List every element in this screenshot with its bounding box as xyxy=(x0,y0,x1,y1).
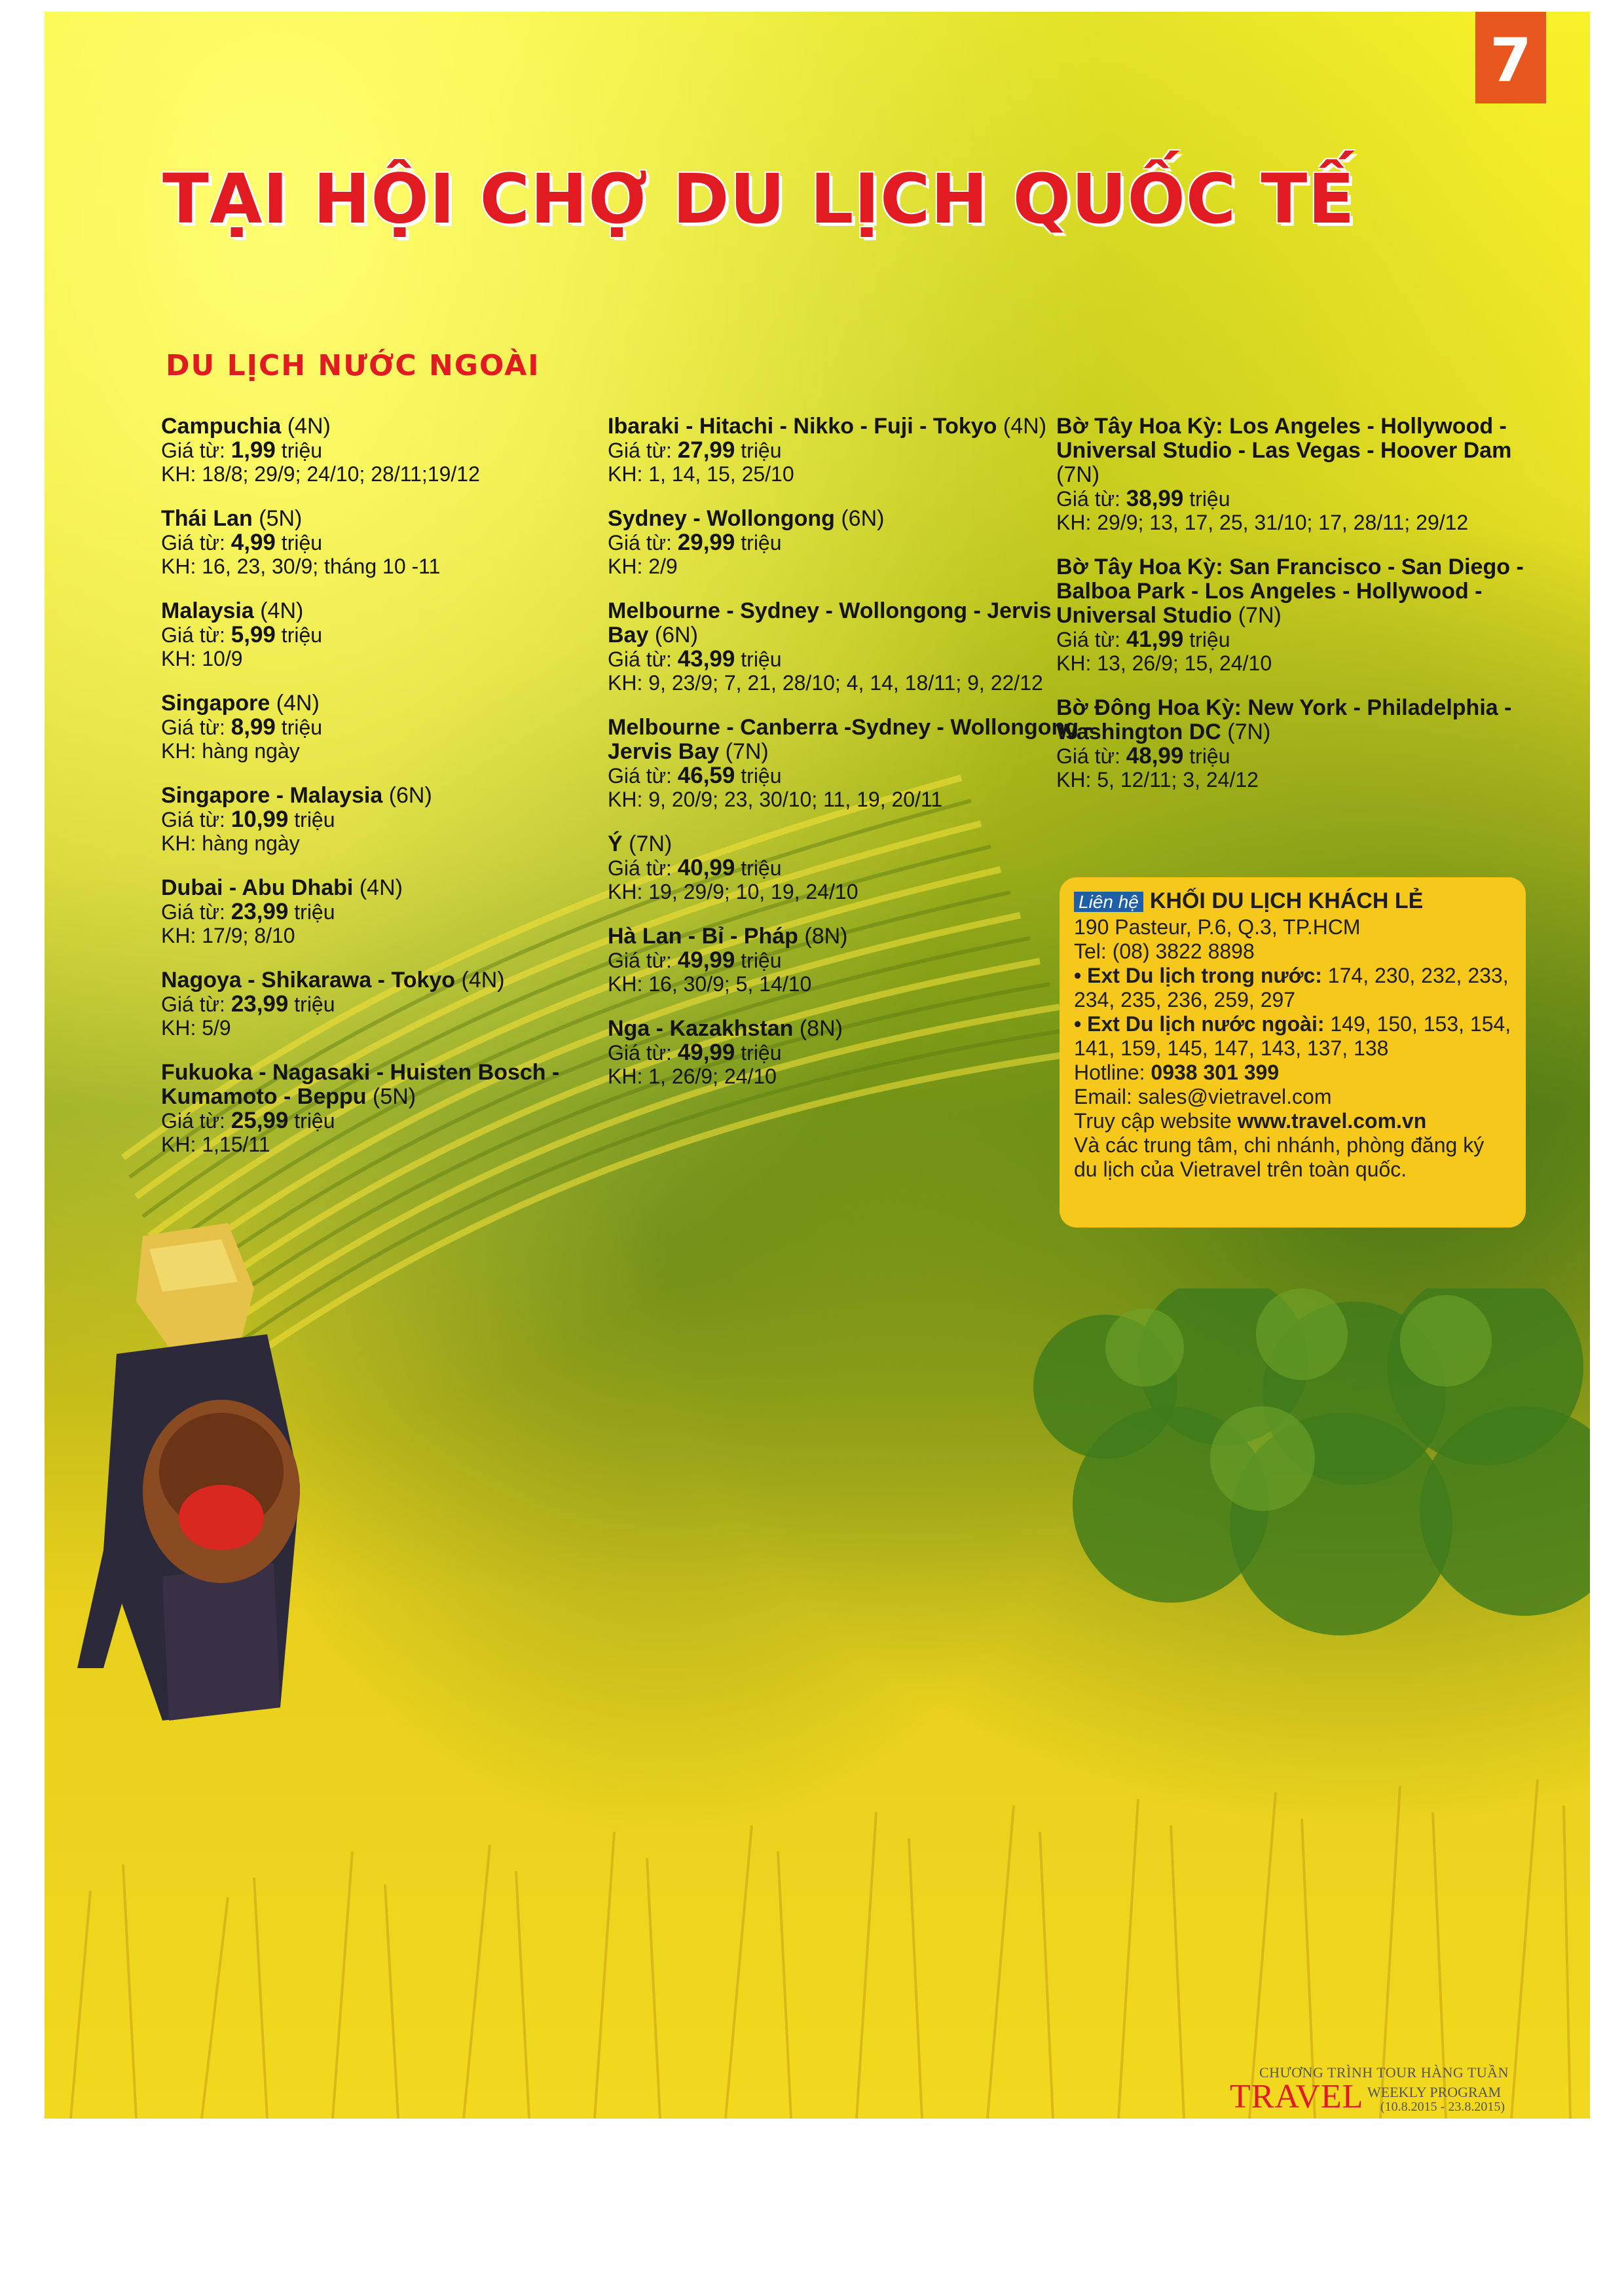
magazine-page xyxy=(45,12,1590,2119)
tour-entry xyxy=(161,599,619,670)
tour-price: 40,99 xyxy=(677,855,735,881)
tour-departures: KH: 9, 20/9; 23, 30/10; 11, 19, 20/11 xyxy=(608,788,943,811)
price-prefix: Giá từ: xyxy=(161,993,231,1016)
tour-price: 1,99 xyxy=(231,437,276,463)
tour-name xyxy=(608,507,1092,531)
ext-foreign-value: 149, 150, 153, 154, 141, 159, 145, 147, 143, 137, 138 xyxy=(1074,1012,1511,1060)
price-prefix: Giá từ: xyxy=(161,531,231,555)
page-title: TẠI HỘI CHỢ DU LỊCH QUỐC TẾ xyxy=(162,159,1356,239)
tour-duration: (8N) xyxy=(799,1016,843,1041)
tour-destination: Dubai - Abu Dhabi xyxy=(161,875,354,900)
tour-entry xyxy=(161,507,619,578)
tour-duration: (4N) xyxy=(461,968,505,993)
tour-destination: Singapore - Malaysia xyxy=(161,783,383,808)
tour-departures: KH: 9, 23/9; 7, 21, 28/10; 4, 14, 18/11; 9, 22/12 xyxy=(608,671,1043,695)
tour-departures: KH: 5, 12/11; 3, 24/12 xyxy=(1056,768,1259,792)
price-unit: triệu xyxy=(735,856,782,880)
tour-name xyxy=(161,691,619,716)
tour-price-line xyxy=(161,531,619,555)
ext-domestic-label: • Ext Du lịch trong nước: xyxy=(1074,964,1322,987)
price-prefix: Giá từ: xyxy=(1056,628,1126,651)
tour-column-1 xyxy=(161,414,619,1177)
section-heading: DU LỊCH NƯỚC NGOÀI xyxy=(166,349,540,382)
tour-price-line xyxy=(161,1109,619,1133)
tour-price-line xyxy=(1056,744,1541,768)
price-prefix: Giá từ: xyxy=(1056,487,1126,511)
tour-name xyxy=(608,716,1092,764)
tour-destination: Nga - Kazakhstan xyxy=(608,1016,794,1041)
tour-duration: (6N) xyxy=(654,623,698,647)
tour-price-line xyxy=(161,900,619,924)
tour-destination: Malaysia xyxy=(161,598,254,623)
tour-entry xyxy=(161,784,619,855)
tour-duration: (6N) xyxy=(388,783,432,808)
tour-destination: Fukuoka - Nagasaki - Huisten Bosch - Kumamoto - Beppu xyxy=(161,1060,560,1109)
tour-price-line xyxy=(608,1041,1092,1065)
tour-departures: KH: 16, 23, 30/9; tháng 10 -11 xyxy=(161,555,441,578)
contact-website xyxy=(1074,1109,1511,1133)
price-unit: triệu xyxy=(735,764,782,788)
tour-departures: KH: 1,15/11 xyxy=(161,1133,270,1156)
tour-entry xyxy=(608,1017,1092,1088)
tour-entry xyxy=(608,924,1092,996)
tour-price: 41,99 xyxy=(1126,627,1184,652)
contact-address: 190 Pasteur, P.6, Q.3, TP.HCM xyxy=(1074,915,1361,939)
price-unit: triệu xyxy=(275,623,323,647)
contact-hotline xyxy=(1074,1061,1511,1085)
tour-price-line xyxy=(161,623,619,647)
tour-destination: Ý xyxy=(608,831,623,856)
tour-duration: (7N) xyxy=(629,831,673,856)
price-unit: triệu xyxy=(1183,744,1230,768)
tour-price: 10,99 xyxy=(231,807,289,832)
tour-entry xyxy=(608,507,1092,578)
tour-entry xyxy=(161,1061,619,1156)
tour-duration: (6N) xyxy=(841,506,885,531)
ext-domestic-value: 174, 230, 232, 233, 234, 235, 236, 259, 297 xyxy=(1074,964,1509,1011)
tour-name xyxy=(161,507,619,531)
contact-note: Và các trung tâm, chi nhánh, phòng đăng ký du lịch của Vietravel trên toàn quốc. xyxy=(1074,1133,1485,1181)
tour-name xyxy=(608,599,1092,647)
footer-line3: (10.8.2015 - 23.8.2015) xyxy=(1380,2100,1505,2114)
contact-email: Email: sales@vietravel.com xyxy=(1074,1085,1332,1108)
contact-ext-domestic xyxy=(1074,964,1511,1012)
tour-duration: (8N) xyxy=(804,924,848,949)
tour-departures: KH: 18/8; 29/9; 24/10; 28/11;19/12 xyxy=(161,462,480,486)
price-prefix: Giá từ: xyxy=(608,1041,678,1065)
price-prefix: Giá từ: xyxy=(161,716,231,739)
tour-entry xyxy=(608,832,1092,903)
tour-price-line xyxy=(161,716,619,739)
tour-destination: Melbourne - Canberra -Sydney - Wollongong - Jervis Bay xyxy=(608,715,1092,764)
tour-price-line xyxy=(161,993,619,1016)
footer-line1: CHƯƠNG TRÌNH TOUR HÀNG TUẦN xyxy=(1259,2064,1509,2081)
tour-duration: (7N) xyxy=(1227,720,1271,744)
tour-name xyxy=(161,876,619,900)
tour-name xyxy=(161,784,619,808)
tour-entry xyxy=(161,876,619,947)
price-unit: triệu xyxy=(735,439,782,462)
tour-price-line xyxy=(161,439,619,462)
farmer-with-basket-photo xyxy=(64,1210,339,1799)
tour-duration: (7N) xyxy=(1056,462,1100,487)
tour-price: 29,99 xyxy=(677,530,735,555)
contact-box xyxy=(1060,877,1526,1228)
price-prefix: Giá từ: xyxy=(608,949,678,972)
tour-entry xyxy=(1056,414,1541,534)
tour-departures: KH: 17/9; 8/10 xyxy=(161,924,295,947)
tour-entry xyxy=(608,414,1092,486)
tour-price: 48,99 xyxy=(1126,743,1184,769)
tour-duration: (7N) xyxy=(725,739,769,764)
price-prefix: Giá từ: xyxy=(608,439,678,462)
tour-entry xyxy=(161,691,619,763)
hotline-label: Hotline: xyxy=(1074,1061,1151,1084)
page-number-tab: 7 xyxy=(1475,12,1546,103)
footer-line2: WEEKLY PROGRAM xyxy=(1367,2084,1502,2100)
footer-masthead xyxy=(1223,2064,1531,2117)
tour-price-line xyxy=(608,949,1092,972)
price-unit: triệu xyxy=(735,949,782,972)
tour-duration: (7N) xyxy=(1238,603,1282,628)
price-unit: triệu xyxy=(275,716,323,739)
price-unit: triệu xyxy=(288,900,335,924)
tour-destination: Bờ Tây Hoa Kỳ: Los Angeles - Hollywood - Universal Studio - Las Vegas - Hoover Dam xyxy=(1056,414,1512,463)
tour-departures: KH: 5/9 xyxy=(161,1016,231,1040)
tour-price-line xyxy=(1056,628,1541,651)
price-prefix: Giá từ: xyxy=(608,764,678,788)
price-unit: triệu xyxy=(735,1041,782,1065)
price-prefix: Giá từ: xyxy=(1056,744,1126,768)
tour-entry xyxy=(608,716,1092,811)
tour-name xyxy=(608,1017,1092,1041)
tour-duration: (4N) xyxy=(276,691,320,716)
price-unit: triệu xyxy=(275,439,323,462)
price-prefix: Giá từ: xyxy=(608,647,678,671)
tour-price: 49,99 xyxy=(677,1040,735,1065)
tour-price: 38,99 xyxy=(1126,486,1184,511)
tour-name xyxy=(608,924,1092,949)
tour-departures: KH: hàng ngày xyxy=(161,739,300,763)
tour-duration: (4N) xyxy=(260,598,304,623)
tour-departures: KH: 13, 26/9; 15, 24/10 xyxy=(1056,651,1272,675)
price-unit: triệu xyxy=(288,1109,335,1133)
tour-departures: KH: 1, 14, 15, 25/10 xyxy=(608,462,794,486)
tour-destination: Sydney - Wollongong xyxy=(608,506,835,531)
tour-name xyxy=(1056,555,1541,628)
price-unit: triệu xyxy=(735,647,782,671)
tour-name xyxy=(608,832,1092,856)
tour-price-line xyxy=(1056,487,1541,511)
tour-duration: (4N) xyxy=(359,875,403,900)
footer-brand-logo: TRAVEL xyxy=(1230,2078,1364,2115)
tour-price: 43,99 xyxy=(677,646,735,672)
tour-destination: Ibaraki - Hitachi - Nikko - Fuji - Tokyo xyxy=(608,414,997,439)
tour-price: 23,99 xyxy=(231,991,289,1017)
tour-price-line xyxy=(608,856,1092,880)
tour-entry xyxy=(1056,555,1541,675)
tour-duration: (4N) xyxy=(287,414,331,439)
tour-destination: Bờ Đông Hoa Kỳ: New York - Philadelphia - Washington DC xyxy=(1056,695,1512,744)
price-prefix: Giá từ: xyxy=(161,808,231,831)
website-label: Truy cập website xyxy=(1074,1109,1238,1133)
tour-entry xyxy=(161,968,619,1040)
tour-entry xyxy=(161,414,619,486)
tour-destination: Hà Lan - Bỉ - Pháp xyxy=(608,924,798,949)
tour-destination: Melbourne - Sydney - Wollongong - Jervis Bay xyxy=(608,598,1052,647)
price-prefix: Giá từ: xyxy=(161,1109,231,1133)
tour-duration: (4N) xyxy=(1003,414,1047,439)
tour-name xyxy=(608,414,1092,439)
tour-entry xyxy=(1056,696,1541,792)
tour-name xyxy=(161,1061,619,1109)
tour-price-line xyxy=(608,439,1092,462)
tour-price: 49,99 xyxy=(677,947,735,973)
tour-price: 46,59 xyxy=(677,763,735,788)
price-prefix: Giá từ: xyxy=(161,623,231,647)
tour-destination: Campuchia xyxy=(161,414,282,439)
tour-price: 5,99 xyxy=(231,622,276,647)
tour-price-line xyxy=(608,764,1092,788)
price-unit: triệu xyxy=(1183,628,1230,651)
tour-duration: (5N) xyxy=(373,1084,416,1109)
tour-name xyxy=(161,599,619,623)
tour-price: 25,99 xyxy=(231,1108,289,1133)
tour-name xyxy=(161,414,619,439)
tour-price-line xyxy=(161,808,619,831)
tour-name xyxy=(1056,696,1541,744)
tour-price-line xyxy=(608,647,1092,671)
tour-destination: Bờ Tây Hoa Kỳ: San Francisco - San Diego - Balboa Park - Los Angeles - Hollywood - Universal Studio xyxy=(1056,555,1524,628)
tour-destination: Thái Lan xyxy=(161,506,253,531)
contact-tel: Tel: (08) 3822 8898 xyxy=(1074,939,1255,963)
price-prefix: Giá từ: xyxy=(161,439,231,462)
tour-destination: Nagoya - Shikarawa - Tokyo xyxy=(161,968,456,993)
tour-column-2 xyxy=(608,414,1092,1109)
tour-price: 8,99 xyxy=(231,714,276,740)
price-prefix: Giá từ: xyxy=(608,856,678,880)
tour-destination: Singapore xyxy=(161,691,270,716)
tour-departures: KH: 10/9 xyxy=(161,647,243,670)
tour-entry xyxy=(608,599,1092,695)
hotline-number: 0938 301 399 xyxy=(1151,1061,1280,1084)
price-prefix: Giá từ: xyxy=(161,900,231,924)
tour-price: 23,99 xyxy=(231,899,289,924)
tour-departures: KH: 29/9; 13, 17, 25, 31/10; 17, 28/11; 29/12 xyxy=(1056,511,1469,534)
ext-foreign-label: • Ext Du lịch nước ngoài: xyxy=(1074,1012,1325,1036)
price-unit: triệu xyxy=(1183,487,1230,511)
tour-departures: KH: 1, 26/9; 24/10 xyxy=(608,1065,777,1088)
tour-duration: (5N) xyxy=(259,506,303,531)
tour-price: 4,99 xyxy=(231,530,276,555)
tour-name xyxy=(1056,414,1541,487)
tour-name xyxy=(161,968,619,993)
tour-departures: KH: 19, 29/9; 10, 19, 24/10 xyxy=(608,880,858,903)
contact-heading xyxy=(1074,889,1511,914)
tour-column-3 xyxy=(1056,414,1541,812)
price-unit: triệu xyxy=(735,531,782,555)
price-unit: triệu xyxy=(288,808,335,831)
contact-heading-text: KHỐI DU LỊCH KHÁCH LẺ xyxy=(1149,888,1424,913)
price-unit: triệu xyxy=(288,993,335,1016)
price-unit: triệu xyxy=(275,531,323,555)
tour-price-line xyxy=(608,531,1092,555)
contact-ext-foreign xyxy=(1074,1012,1511,1061)
price-prefix: Giá từ: xyxy=(608,531,678,555)
tour-departures: KH: 2/9 xyxy=(608,555,678,578)
contact-tag: Liên hệ xyxy=(1074,892,1143,912)
website-url: www.travel.com.vn xyxy=(1237,1109,1427,1133)
tour-departures: KH: 16, 30/9; 5, 14/10 xyxy=(608,972,812,996)
tour-departures: KH: hàng ngày xyxy=(161,831,300,855)
tour-price: 27,99 xyxy=(677,437,735,463)
